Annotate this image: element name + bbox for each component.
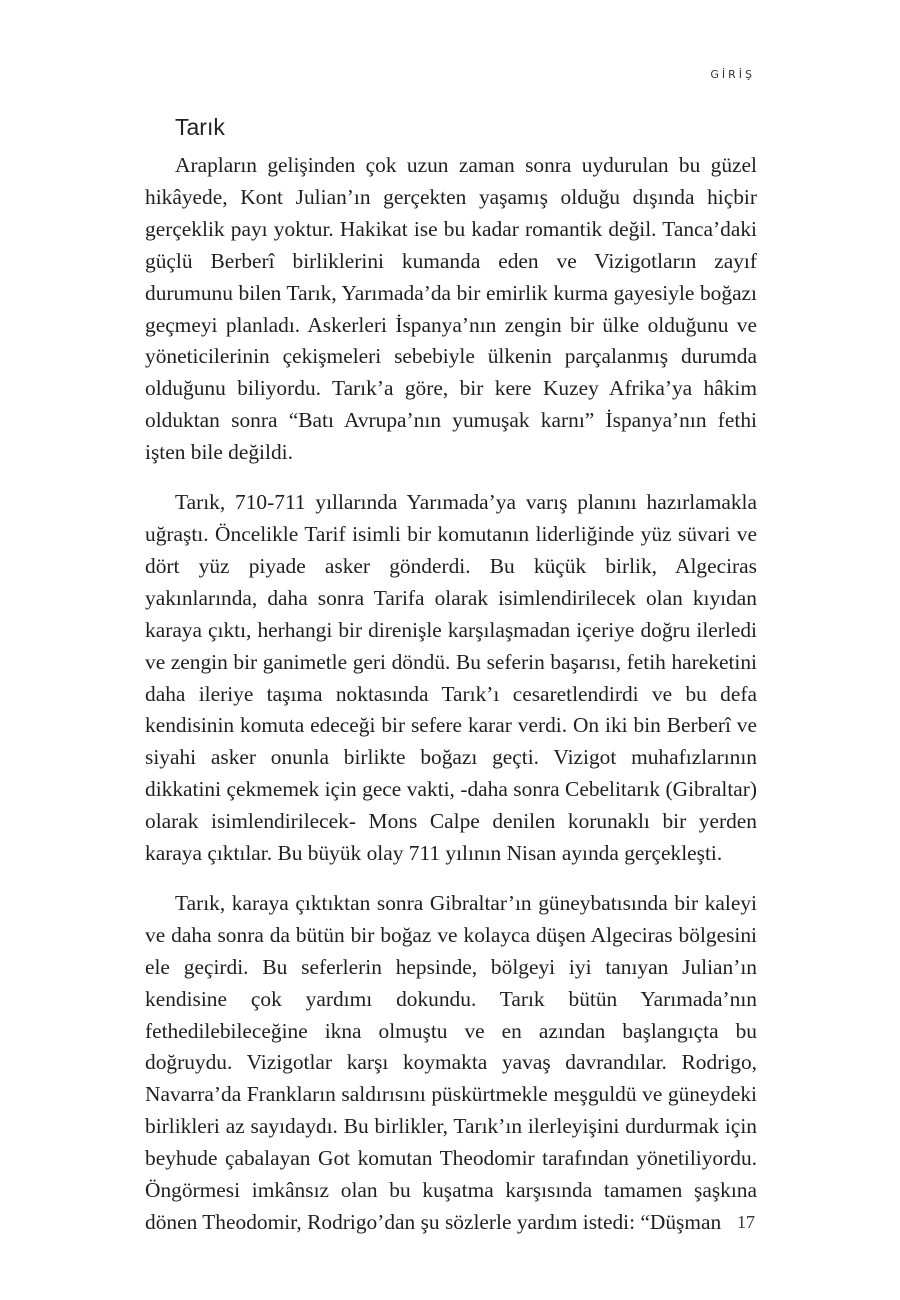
paragraph: Arapların gelişinden çok uzun zaman sonra uydurulan bu güzel hikâyede, Kont Julian’ın gerçekten yaşamış olduğu dışında hiçbir gerçeklik payı yoktur. Hakikat ise bu kadar romantik değil. Tanca’daki güçlü Berberî birliklerini kumanda eden ve Vizigotların zayıf durumunu bilen Tarık, Yarımada’da bir emirlik kurma gayesiyle boğazı geçmeyi planladı. Askerleri İspanya’nın zengin bir ülke olduğunu ve yöneticilerinin çekişmeleri sebebiyle ülkenin parçalanmış durumda olduğunu biliyordu. Tarık’a göre, bir kere Kuzey Afrika’ya hâkim olduktan sonra “Batı Avrupa’nın yumuşak karnı” İspanya’nın fethi işten bile değildi. (145, 153, 757, 465)
paragraph: Tarık, karaya çıktıktan sonra Gibraltar’ın güneybatısında bir kaleyi ve daha sonra da bütün bir boğaz ve kolayca düşen Algeciras bölgesini ele geçirdi. Bu seferlerin hepsinde, bölgeyi iyi tanıyan Julian’ın kendisine çok yardımı dokundu. Tarık bütün Yarımada’nın fethedilebileceğine ikna olmuştu ve en azından başlangıçta bu doğruydu. Vizigotlar karşı koymakta yavaş davrandılar. Rodrigo, Navarra’da Frankların saldırısını püskürtmekle meşguldü ve güneydeki birlikleri az sayıdaydı. Bu birlikler, Tarık’ın ilerleyişini durdurmak için beyhude çabalayan Got komutan Theodomir tarafından yönetiliyordu. Öngörmesi imkânsız olan bu kuşatma karşısında tamamen şaşkına dönen Theodomir, Rodrigo’dan şu sözlerle yardım istedi: “Düşman (145, 890, 757, 1234)
running-head: GİRİŞ (710, 68, 755, 81)
body-text (145, 150, 757, 1257)
section-heading: Tarık (175, 114, 225, 140)
page-number: 17 (737, 1212, 755, 1232)
paragraph: Tarık, 710-711 yıllarında Yarımada’ya varış planını hazırlamakla uğraştı. Öncelikle Tarif isimli bir komutanın liderliğinde yüz süvari ve dört yüz piyade asker gönderdi. Bu küçük birlik, Algeciras yakınlarında, daha sonra Tarifa olarak isimlendirilecek olan kıyıdan karaya çıktı, herhangi bir direnişle karşılaşmadan içeriye doğru ilerledi ve zengin bir ganimetle geri döndü. Bu seferin başarısı, fetih hareketini daha ileriye taşıma noktasında Tarık’ı cesaretlendirdi ve bu defa kendisinin komuta edeceği bir sefere karar verdi. On iki bin Berberî ve siyahi asker onunla birlikte boğazı geçti. Vizigot muhafızlarının dikkatini çekmemek için gece vakti, -daha sonra Cebelitarık (Gibraltar) olarak isimlendirilecek- Mons Calpe denilen korunaklı bir yerden karaya çıktılar. Bu büyük olay 711 yılının Nisan ayında gerçekleşti. (145, 490, 757, 866)
